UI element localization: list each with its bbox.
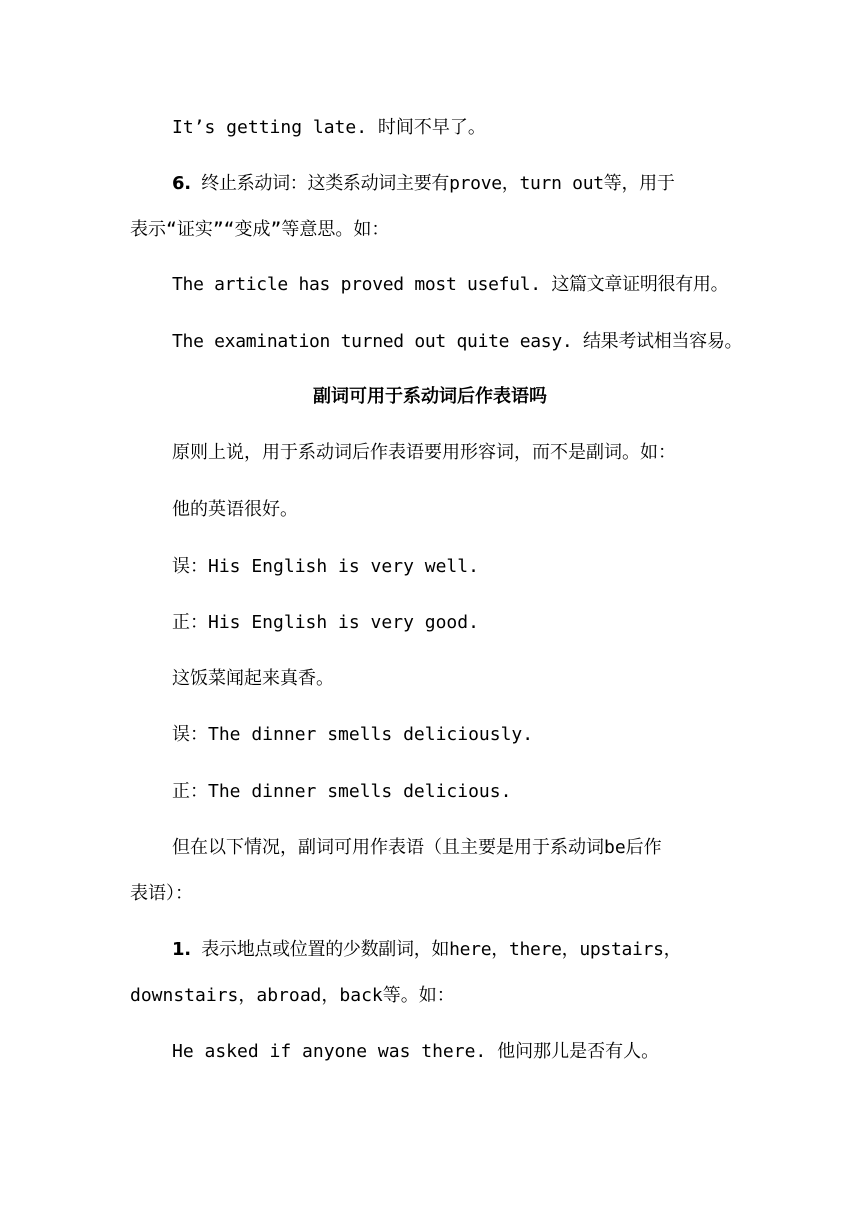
paragraph-text: The examination turned out quite easy. 结果考试相当容易。 — [172, 331, 743, 352]
paragraph-example-there — [172, 1040, 659, 1064]
paragraph-text: 表示“证实”“变成”等意思。如： — [130, 219, 390, 240]
paragraph-text: 这饭菜闻起来真香。 — [172, 668, 334, 689]
paragraph-item-6 — [172, 172, 675, 196]
paragraph-right-english — [172, 611, 479, 635]
paragraph-example-late — [172, 116, 486, 140]
paragraph-item-6-continuation — [130, 218, 389, 242]
paragraph-wrong-english — [172, 555, 479, 579]
paragraph-example-english-cn — [172, 498, 298, 522]
paragraph-example-examination — [172, 330, 742, 354]
paragraph-exception-intro-continuation — [130, 882, 193, 906]
paragraph-principle — [172, 441, 676, 465]
paragraph-text: 终止系动词：这类系动词主要有prove，turn out等，用于 — [190, 173, 675, 194]
paragraph-text: 表语）： — [130, 883, 193, 904]
item-number: 6. — [172, 173, 191, 194]
paragraph-exception-intro — [172, 836, 662, 860]
paragraph-example-article — [172, 273, 728, 297]
paragraph-text: downstairs，abroad，back等。如： — [130, 985, 455, 1006]
paragraph-item-1 — [172, 938, 681, 962]
section-heading — [0, 385, 860, 409]
paragraph-right-dinner — [172, 780, 511, 804]
paragraph-text: 但在以下情况，副词可用作表语（且主要是用于系动词be后作 — [172, 837, 662, 858]
paragraph-item-1-continuation — [130, 984, 455, 1008]
item-number: 1. — [172, 939, 191, 960]
paragraph-text: 表示地点或位置的少数副词，如here，there，upstairs， — [190, 939, 682, 960]
paragraph-text: The article has proved most useful. 这篇文章证明很有用。 — [172, 274, 729, 295]
paragraph-text: 误：The dinner smells deliciously. — [172, 724, 534, 745]
paragraph-text: 他的英语很好。 — [172, 499, 298, 520]
paragraph-text: 原则上说，用于系动词后作表语要用形容词，而不是副词。如： — [172, 442, 676, 463]
paragraph-text: He asked if anyone was there. 他问那儿是否有人。 — [172, 1041, 660, 1062]
paragraph-wrong-dinner — [172, 723, 533, 747]
paragraph-text: It’s getting late. 时间不早了。 — [172, 117, 486, 138]
paragraph-text: 误：His English is very well. — [172, 556, 479, 577]
paragraph-example-dinner-cn — [172, 667, 334, 691]
heading-text: 副词可用于系动词后作表语吗 — [313, 386, 547, 407]
paragraph-text: 正：The dinner smells delicious. — [172, 781, 512, 802]
paragraph-text: 正：His English is very good. — [172, 612, 479, 633]
